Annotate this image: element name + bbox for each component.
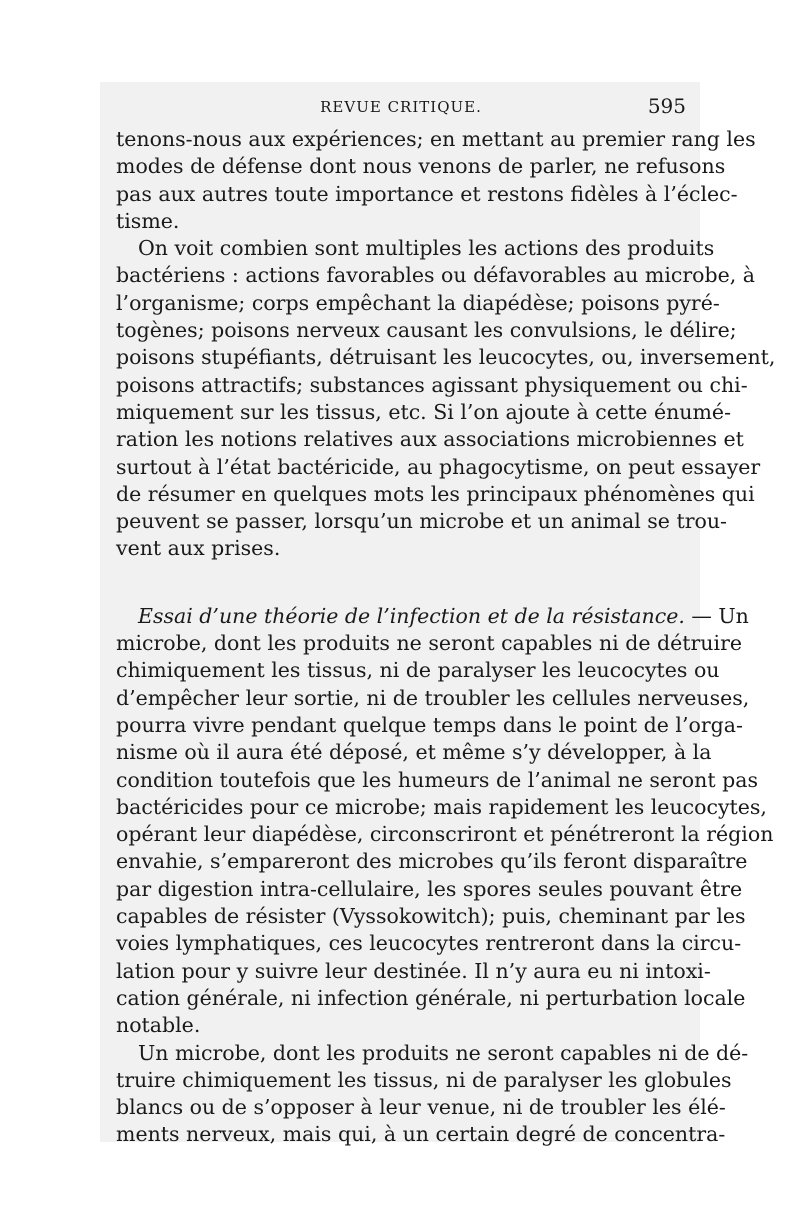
text-line: de résumer en quelques mots les principaux phénomènes qui [116, 481, 755, 506]
text-line: tisme. [116, 208, 180, 233]
text-line: envahie, s’empareront des microbes qu’ils feront disparaître [116, 849, 748, 874]
page-number: 595 [647, 94, 686, 118]
running-head: REVUE CRITIQUE. [320, 98, 482, 116]
text-line: d’empêcher leur sortie, ni de troubler les cellules nerveuses, [116, 685, 750, 710]
text-line: cation générale, ni infection générale, ni perturbation locale [116, 985, 746, 1010]
text-line: peuvent se passer, lorsqu’un microbe et un animal se trou- [116, 509, 727, 534]
page-header [116, 94, 686, 124]
text-line: microbe, dont les produits ne seront capables ni de détruire [116, 631, 743, 656]
section-title: Essai d’une théorie de l’infection et de la résistance. [138, 603, 685, 628]
text-line: modes de défense dont nous venons de parler, ne refusons [116, 154, 726, 179]
text-line: poisons attractifs; substances agissant physiquement ou chi- [116, 372, 748, 397]
paragraph [116, 235, 776, 563]
text-line: par digestion intra-cellulaire, les spores seules pouvant être [116, 876, 743, 901]
text-line: notable. [116, 1013, 201, 1038]
text-line: tenons-nous aux expériences; en mettant au premier rang les [116, 127, 756, 151]
section-gap [116, 563, 686, 603]
text-line: bactériens : actions favorables ou défavorables au microbe, à [116, 263, 756, 288]
text-line: On voit combien sont multiples les actions des produits [138, 236, 715, 261]
text-line: poisons stupéfiants, détruisant les leucocytes, ou, inversement, [116, 345, 776, 370]
text-line: miquement sur les tissus, etc. Si l’on ajoute à cette énumé- [116, 399, 731, 424]
text-line: blancs ou de s’opposer à leur venue, ni de troubler les élé- [116, 1095, 726, 1120]
text-line [116, 603, 749, 630]
text-line: pas aux autres toute importance et restons fidèles à l’éclec- [116, 181, 738, 206]
text-line: pourra vivre pendant quelque temps dans le point de l’orga- [116, 712, 743, 737]
text-line: capables de résister (Vyssokowitch); puis, cheminant par les [116, 904, 746, 929]
text-line: l’organisme; corps empêchant la diapédèse; poisons pyré- [116, 290, 720, 315]
text-line: chimiquement les tissus, ni de paralyser les leucocytes ou [116, 658, 720, 683]
text-line: lation pour y suivre leur destinée. Il n’y aura eu ni intoxi- [116, 958, 711, 983]
body-text [116, 126, 776, 1149]
text-line: togènes; poisons nerveux causant les convulsions, le délire; [116, 318, 737, 343]
text-line: ments nerveux, mais qui, à un certain degré de concentra- [116, 1122, 726, 1147]
section-title-tail: — Un [684, 603, 749, 628]
text-line: Un microbe, dont les produits ne seront capables ni de dé- [138, 1040, 749, 1065]
text-line: bactéricides pour ce microbe; mais rapidement les leucocytes, [116, 794, 767, 819]
text-line: truire chimiquement les tissus, ni de paralyser les globules [116, 1067, 732, 1092]
paragraph [116, 126, 756, 235]
section-paragraph [116, 603, 774, 1040]
text-line: ration les notions relatives aux associations microbiennes et [116, 427, 744, 452]
paragraph [116, 1040, 749, 1149]
text-line: condition toutefois que les humeurs de l’animal ne seront pas [116, 767, 758, 792]
text-line: nisme où il aura été déposé, et même s’y développer, à la [116, 740, 712, 765]
text-line: surtout à l’état bactéricide, au phagocytisme, on peut essayer [116, 454, 761, 479]
text-line: opérant leur diapédèse, circonscriront et pénétreront la région [116, 822, 774, 847]
text-line: vent aux prises. [116, 536, 281, 561]
text-line: voies lymphatiques, ces leucocytes rentreront dans la circu- [116, 931, 742, 956]
